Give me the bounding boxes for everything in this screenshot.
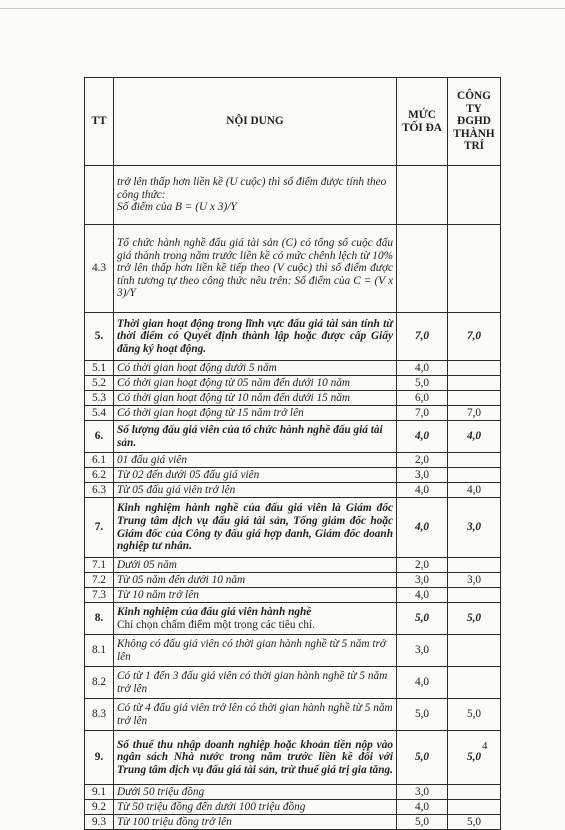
row-max [397, 166, 448, 225]
table-row [85, 483, 501, 498]
row-company [448, 667, 501, 699]
row-tt: 7. [85, 498, 114, 558]
row-tt: 7.1 [85, 558, 114, 573]
row-tt: 6.2 [85, 468, 114, 483]
row-content: Số thuế thu nhập doanh nghiệp hoặc khoản tiền nộp vào ngân sách Nhà nước trong năm trước liền kề đối với Trung tâm dịch vụ đấu giá tài sản, trừ thuế giá trị gia tăng. [114, 731, 397, 785]
row-max: 2,0 [397, 558, 448, 573]
row-content: trở lên thấp hơn liền kề (U cuộc) thì số điểm được tính theo công thức: Số điểm của B = (U x 3)/Y [114, 166, 397, 225]
page-number: 4 [482, 740, 488, 752]
table-row [85, 225, 501, 313]
row-max: 7,0 [397, 313, 448, 361]
row-content: Từ 05 năm đến dưới 10 năm [114, 573, 397, 588]
row-max: 5,0 [397, 603, 448, 635]
row-company [448, 635, 501, 667]
row-content: Dưới 50 triệu đồng [114, 785, 397, 800]
row-tt: 6.1 [85, 453, 114, 468]
row-tt: 7.3 [85, 588, 114, 603]
table-row [85, 453, 501, 468]
row-max: 4,0 [397, 498, 448, 558]
scan-top-edge [0, 8, 565, 9]
table-row [85, 406, 501, 421]
header-content: NỘI DUNG [114, 78, 397, 166]
row-company [448, 800, 501, 815]
row-company: 3,0 [448, 498, 501, 558]
row-company: 5,0 [448, 603, 501, 635]
row-tt [85, 166, 114, 225]
row-company [448, 225, 501, 313]
row-company [448, 453, 501, 468]
row-company [448, 558, 501, 573]
row-tt: 5.3 [85, 391, 114, 406]
row-content: Có thời gian hoạt động từ 05 năm đến dưới 10 năm [114, 376, 397, 391]
row-max: 5,0 [397, 376, 448, 391]
row-max: 2,0 [397, 453, 448, 468]
table-row [85, 603, 501, 635]
row-company [448, 391, 501, 406]
row-content: Có từ 1 đến 3 đấu giá viên có thời gian hành nghề từ 5 năm trở lên [114, 667, 397, 699]
row-tt: 5.2 [85, 376, 114, 391]
table-row [85, 166, 501, 225]
row-content: Từ 100 triệu đồng trở lên [114, 815, 397, 830]
header-company: CÔNG TY ĐGHD THÀNH TRÍ [448, 78, 501, 166]
row-tt: 5. [85, 313, 114, 361]
header-max: MỨC TỐI ĐA [397, 78, 448, 166]
row-max: 7,0 [397, 406, 448, 421]
row-max: 5,0 [397, 699, 448, 731]
table-row [85, 376, 501, 391]
row-tt: 8. [85, 603, 114, 635]
row-max: 6,0 [397, 391, 448, 406]
row-company [448, 588, 501, 603]
row-tt: 9.3 [85, 815, 114, 830]
row-content: Số lượng đấu giá viên của tổ chức hành nghề đấu giá tài sản. [114, 421, 397, 453]
row-max [397, 225, 448, 313]
header-row [85, 78, 501, 166]
header-tt: TT [85, 78, 114, 166]
row-content: Kinh nghiệm hành nghề của đấu giá viên là Giám đốc Trung tâm dịch vụ đấu giá tài sản, Tổng giám đốc hoặc Giám đốc của Công ty đấu giá hợp danh, Giám đốc doanh nghiệp tư nhân. [114, 498, 397, 558]
row-company: 3,0 [448, 573, 501, 588]
row-content: 01 đấu giá viên [114, 453, 397, 468]
row-content: Từ 05 đấu giá viên trở lên [114, 483, 397, 498]
row-tt: 6. [85, 421, 114, 453]
row-max: 4,0 [397, 421, 448, 453]
row-content: Có thời gian hoạt động từ 10 năm đến dưới 15 năm [114, 391, 397, 406]
row-max: 3,0 [397, 785, 448, 800]
row-max: 5,0 [397, 731, 448, 785]
table-row [85, 800, 501, 815]
row-tt: 4.3 [85, 225, 114, 313]
row-company [448, 361, 501, 376]
row-company [448, 468, 501, 483]
row-tt: 8.3 [85, 699, 114, 731]
row-tt: 7.2 [85, 573, 114, 588]
row-content: Thời gian hoạt động trong lĩnh vực đấu giá tài sản tính từ thời điểm có Quyết định thành lập hoặc được cấp Giấy đăng ký hoạt động. [114, 313, 397, 361]
row-tt: 9. [85, 731, 114, 785]
row-company: 4,0 [448, 483, 501, 498]
row-content: Không có đấu giá viên có thời gian hành nghề từ 5 năm trở lên [114, 635, 397, 667]
row-content: Có thời gian hoạt động dưới 5 năm [114, 361, 397, 376]
table-row [85, 573, 501, 588]
row-content: Từ 02 đến dưới 05 đấu giá viên [114, 468, 397, 483]
row-max: 3,0 [397, 635, 448, 667]
row-tt: 5.4 [85, 406, 114, 421]
row-max: 4,0 [397, 800, 448, 815]
row-content-note: Chỉ chọn chấm điểm một trong các tiêu chí. [117, 618, 315, 631]
table-row [85, 361, 501, 376]
row-content: Tổ chức hành nghề đấu giá tài sản (C) có tổng số cuộc đấu giá thành trong năm trước liền kề có mức chênh lệch từ 10% trở lên thấp hơn liền kề tiếp theo (V cuộc) thì số điểm được tính tương tự theo công thức nêu trên: Số điểm của C = (V x 3)/Y [114, 225, 397, 313]
row-company [448, 166, 501, 225]
row-max: 3,0 [397, 573, 448, 588]
table-row [85, 667, 501, 699]
table-row [85, 588, 501, 603]
row-company: 5,0 [448, 815, 501, 830]
row-company: 7,0 [448, 406, 501, 421]
scoring-table [84, 77, 501, 830]
row-tt: 9.1 [85, 785, 114, 800]
row-content: Từ 50 triệu đồng đến dưới 100 triệu đồng [114, 800, 397, 815]
table-row [85, 785, 501, 800]
table-row [85, 558, 501, 573]
row-max: 4,0 [397, 483, 448, 498]
row-content: Từ 10 năm trở lên [114, 588, 397, 603]
row-content: Có từ 4 đấu giá viên trở lên có thời gian hành nghề từ 5 năm trở lên [114, 699, 397, 731]
row-tt: 6.3 [85, 483, 114, 498]
table-row [85, 498, 501, 558]
table-row [85, 468, 501, 483]
row-max: 4,0 [397, 588, 448, 603]
row-company [448, 376, 501, 391]
table-row [85, 731, 501, 785]
row-company: 7,0 [448, 313, 501, 361]
row-max: 4,0 [397, 361, 448, 376]
row-content: Dưới 05 năm [114, 558, 397, 573]
row-company: 4,0 [448, 421, 501, 453]
row-content [114, 603, 397, 635]
row-company [448, 785, 501, 800]
table-row [85, 699, 501, 731]
row-tt: 8.1 [85, 635, 114, 667]
row-company: 5,0 [448, 731, 501, 785]
row-content-title: Kinh nghiệm của đấu giá viên hành nghề [117, 605, 312, 618]
row-content: Có thời gian hoạt động từ 15 năm trở lên [114, 406, 397, 421]
table-row [85, 635, 501, 667]
row-tt: 9.2 [85, 800, 114, 815]
row-tt: 5.1 [85, 361, 114, 376]
table-row [85, 313, 501, 361]
row-max: 4,0 [397, 667, 448, 699]
row-max: 5,0 [397, 815, 448, 830]
table-row [85, 421, 501, 453]
row-tt: 8.2 [85, 667, 114, 699]
row-max: 3,0 [397, 468, 448, 483]
table-row [85, 391, 501, 406]
table-row [85, 815, 501, 830]
row-company: 5,0 [448, 699, 501, 731]
